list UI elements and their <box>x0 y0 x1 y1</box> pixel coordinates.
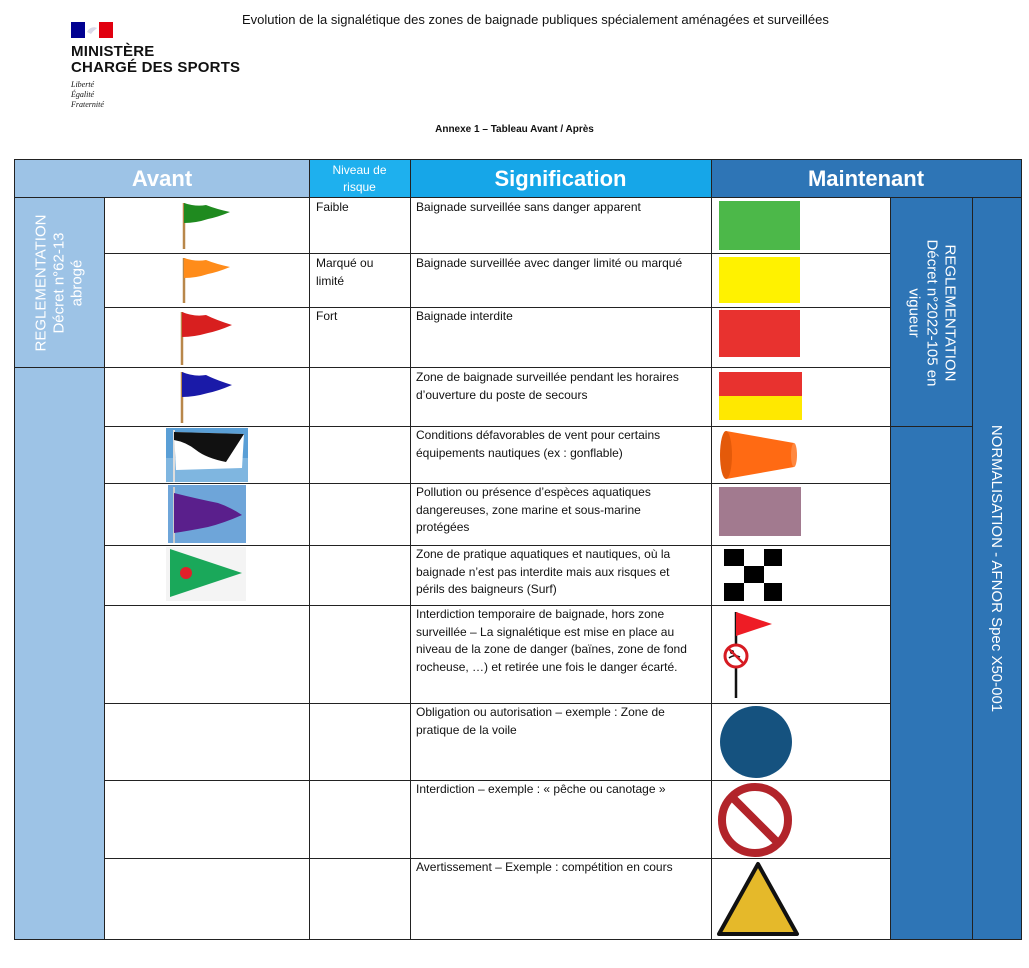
left-regulation-label <box>15 198 104 368</box>
signification-9-line-2: pratique de la voile <box>416 722 517 737</box>
signification-cell-11 <box>416 859 706 877</box>
orange-windsock-icon <box>718 429 798 481</box>
annex-title: Annexe 1 – Tableau Avant / Après <box>435 124 594 135</box>
signification-cell-4 <box>416 369 706 404</box>
motto-egalite: Égalité <box>71 90 95 99</box>
purple-flag-icon <box>719 487 801 536</box>
left-label-line-3: abrogé <box>68 259 86 307</box>
signification-9-line-1: Obligation ou autorisation – exemple : Zone de <box>416 705 665 719</box>
blue-disc-icon <box>718 704 796 780</box>
niveau-header <box>309 160 410 198</box>
blue-pennant-icon <box>176 369 236 425</box>
signification-4-line-1: Zone de baignade surveillée pendant les horaires <box>416 370 679 384</box>
signification-2-line-1: Baignade surveillée avec danger limité ou marqué <box>416 256 683 270</box>
red-yellow-flag-icon <box>719 372 802 420</box>
signification-1-line-1: Baignade surveillée sans danger apparent <box>416 200 641 214</box>
signification-cell-5 <box>416 427 706 462</box>
signification-7-line-3: périls des baigneurs (Surf) <box>416 582 557 596</box>
signification-cell-7 <box>416 546 706 599</box>
right-regl-line-1: REGLEMENTATION <box>941 244 958 382</box>
signification-7-line-2: baignade n’est pas interdite mais aux risques et <box>416 564 670 579</box>
motto-fraternite: Fraternité <box>71 100 104 109</box>
signification-6-line-1: Pollution ou présence d’espèces aquatiques <box>416 485 651 499</box>
signification-8-line-4: rocheuse, …) et retirée une fois le danger écarté. <box>416 659 678 674</box>
right-regl-line-3: vigueur <box>905 288 922 338</box>
signification-cell-9 <box>416 704 706 739</box>
signification-cell-6 <box>416 484 706 537</box>
left-label-line-1: REGLEMENTATION <box>32 214 50 352</box>
signification-6-line-2: dangereuses, zone marine et sous-marine <box>416 502 641 517</box>
signification-7-line-1: Zone de pratique aquatiques et nautiques, où la <box>416 547 671 561</box>
signification-3-line-1: Baignade interdite <box>416 309 513 323</box>
left-label-line-2: Décret n°62-13 <box>50 232 68 334</box>
prohibition-sign-icon <box>715 781 795 859</box>
signification-6-line-3: protégées <box>416 520 470 534</box>
signification-8-line-2: surveillée – La signalétique est mise en place au <box>416 624 675 639</box>
purple-pennant-icon <box>168 485 246 543</box>
ministry-name <box>71 44 240 76</box>
no-swimming-sign-icon <box>718 608 778 700</box>
signification-5-line-1: Conditions défavorables de vent pour certains <box>416 428 661 442</box>
republic-motto <box>71 80 104 110</box>
green-red-dot-pennant-icon <box>166 547 246 601</box>
orange-pennant-icon <box>178 255 234 305</box>
signification-cell-3 <box>416 308 706 326</box>
signification-8-line-1: Interdiction temporaire de baignade, hors zone <box>416 607 665 621</box>
document-title: Evolution de la signalétique des zones de baignade publiques spécialement aménagées et surveillées <box>242 12 829 27</box>
checkered-flag-icon <box>720 549 782 601</box>
left-side-panel-bottom <box>15 368 104 939</box>
niveau-cell-2: Marqué ou limité <box>316 256 374 288</box>
maintenant-header-label: Maintenant <box>807 166 925 191</box>
maintenant-header <box>711 160 1021 198</box>
marianne-logo-icon <box>71 22 113 38</box>
right-regulation-label <box>890 198 972 428</box>
avant-header <box>15 160 309 198</box>
green-flag-icon <box>719 201 800 250</box>
signification-cell-2 <box>416 255 706 273</box>
avant-header-label: Avant <box>131 166 193 191</box>
warning-triangle-icon <box>715 860 801 938</box>
niveau-cell-3: Fort <box>316 309 338 323</box>
signification-10-line-1: Interdiction – exemple : « pêche ou canotage » <box>416 782 666 796</box>
right-regl-line-2: Décret n°2022-105 en <box>923 239 940 387</box>
black-white-flag-icon <box>166 428 248 482</box>
normalisation-text: NORMALISATION - AFNOR Spec X50-001 <box>988 424 1005 713</box>
ministry-line-1: MINISTÈRE <box>71 43 155 60</box>
signification-5-line-2: équipements nautiques (ex : gonflable) <box>416 445 623 460</box>
signification-11-line-1: Avertissement – Exemple : compétition en cours <box>416 860 673 874</box>
green-pennant-icon <box>178 199 234 251</box>
niveau-cell-1: Faible <box>316 200 349 214</box>
signification-cell-1 <box>416 199 706 217</box>
right-normalisation-label <box>972 198 1021 939</box>
red-flag-icon <box>719 310 800 357</box>
niveau-header-label: Niveau de risque <box>332 163 387 194</box>
signification-header-label: Signification <box>494 166 627 191</box>
red-pennant-icon <box>176 309 236 367</box>
signification-8-line-3: niveau de la zone de danger (baïnes, zone de fond <box>416 642 687 656</box>
signification-cell-10 <box>416 781 706 799</box>
ministry-line-2: CHARGÉ DES SPORTS <box>71 59 241 76</box>
yellow-flag-icon <box>719 257 800 303</box>
signification-4-line-2: d’ouverture du poste de secours <box>416 387 588 402</box>
motto-liberte: Liberté <box>71 80 95 89</box>
signification-header <box>410 160 711 198</box>
signification-cell-8 <box>416 606 708 676</box>
